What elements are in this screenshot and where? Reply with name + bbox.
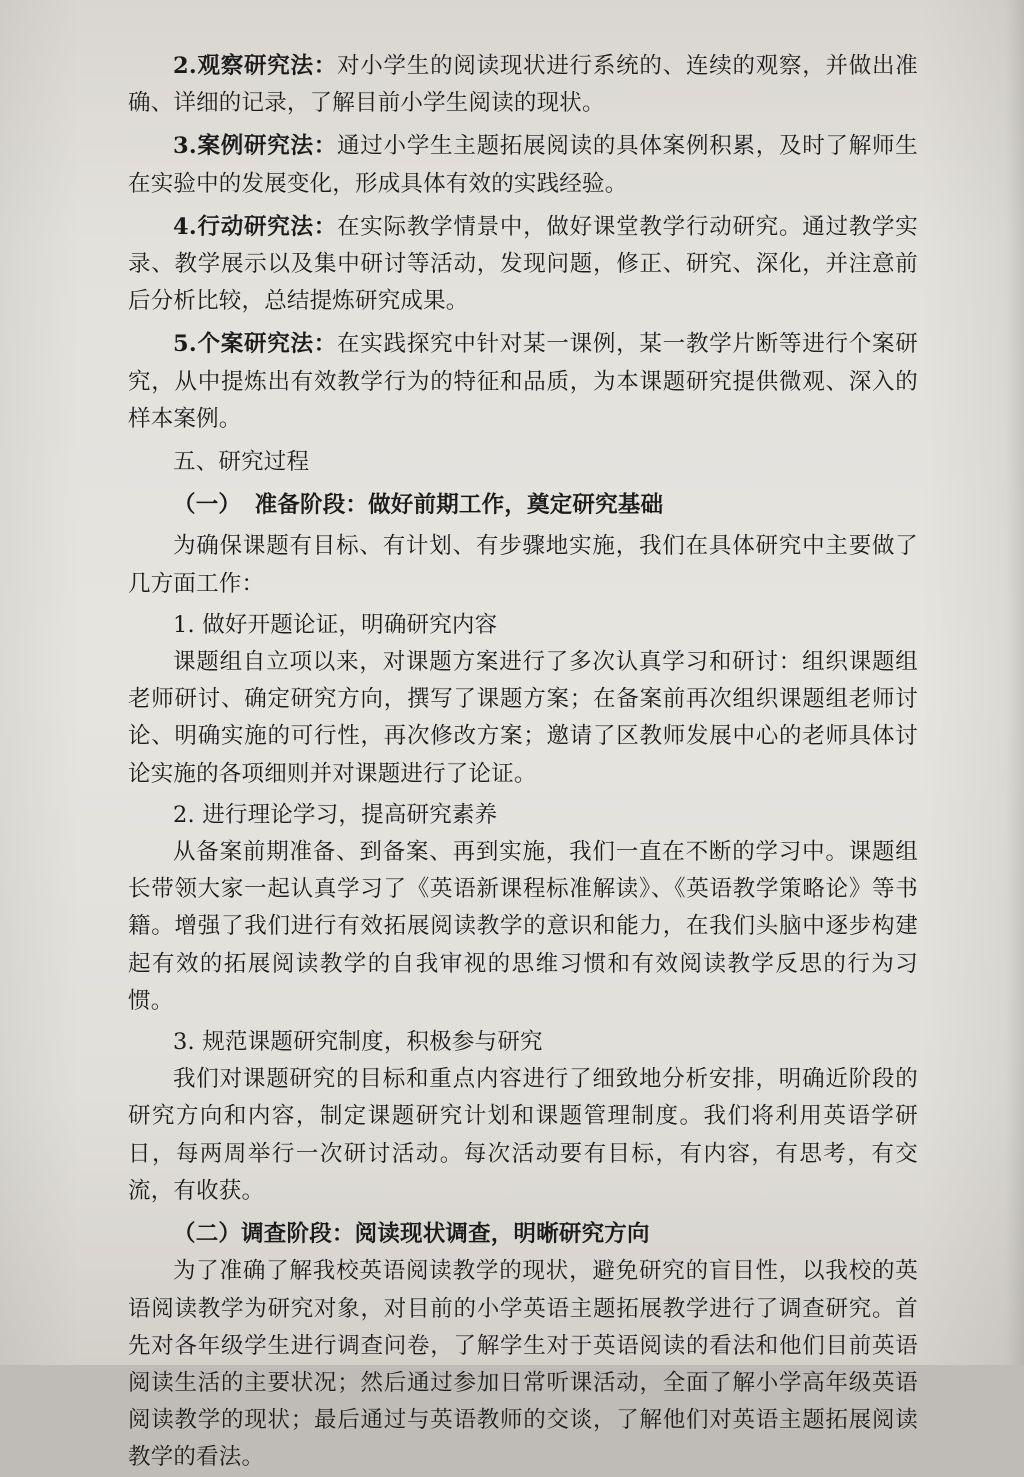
stage-label: （一） bbox=[173, 492, 242, 519]
document-text bbox=[128, 48, 918, 1477]
method-body: 通过小学生主题拓展阅读的具体案例积累，及时了解师生在实验中的发展变化，形成具体有效的实践经验。 bbox=[128, 133, 918, 197]
item-body: 从备案前期准备、到备案、再到实施，我们一直在不断的学习中。课题组长带领大家一起认真学习了《英语新课程标准解读》、《英语教学策略论》等书籍。增强了我们进行有效拓展阅读教学的意识和能力，在我们头脑中逐步构建起有效的拓展阅读教学的自我审视的思维习惯和有效阅读教学反思的行为习惯。 bbox=[128, 839, 918, 1014]
item-body: 我们对课题研究的目标和重点内容进行了细致地分析安排，明确近阶段的研究方向和内容，制定课题研究计划和课题管理制度。我们将利用英语学研日，每两周举行一次研讨活动。每次活动要有目标，有内容，有思考，有交流，有收获。 bbox=[128, 1066, 918, 1204]
method-paragraph bbox=[128, 128, 918, 202]
page-edge-shadow bbox=[1006, 0, 1024, 1365]
item-title: 1. 做好开题论证，明确研究内容 bbox=[173, 611, 498, 638]
stage-intro: 为确保课题有目标、有计划、有步骤地实施，我们在具体研究中主要做了几方面工作： bbox=[128, 533, 918, 597]
item-title: 3. 规范课题研究制度，积极参与研究 bbox=[173, 1029, 543, 1056]
method-label: 2.观察研究法： bbox=[173, 53, 338, 79]
method-label: 3.案例研究法： bbox=[173, 133, 338, 160]
stage-heading bbox=[128, 487, 918, 524]
method-label: 4.行动研究法： bbox=[173, 213, 338, 240]
item-body: 课题组自立项以来，对课题方案进行了多次认真学习和研讨：组织课题组老师研讨、确定研究方向，撰写了课题方案；在备案前再次组织课题组老师讨论、明确实施的可行性，再次修改方案；邀请了区教师发展中心的老师具体讨论实施的各项细则并对课题进行了论证。 bbox=[128, 649, 918, 787]
stage-title: 准备阶段：做好前期工作，奠定研究基础 bbox=[254, 492, 664, 519]
section-heading: 五、研究过程 bbox=[173, 449, 310, 476]
method-body: 在实际教学情景中，做好课堂教学行动研究。通过教学实录、教学展示以及集中研讨等活动，发现问题，修正、研究、深化，并注意前后分析比较，总结提炼研究成果。 bbox=[128, 213, 918, 315]
method-body: 在实践探究中针对某一课例，某一教学片断等进行个案研究，从中提炼出有效教学行为的特征和品质，为本课题研究提供微观、深入的样本案例。 bbox=[128, 331, 918, 432]
item-title: 2. 进行理论学习，提高研究素养 bbox=[173, 801, 498, 828]
method-label: 5.个案研究法： bbox=[173, 331, 338, 358]
method-paragraph bbox=[128, 209, 918, 321]
method-body: 对小学生的阅读现状进行系统的、连续的观察，并做出准确、详细的记录，了解目前小学生阅读的现状。 bbox=[128, 53, 918, 117]
stage-heading: （二）调查阶段：阅读现状调查，明晰研究方向 bbox=[173, 1221, 650, 1248]
method-paragraph bbox=[128, 48, 918, 122]
method-paragraph bbox=[128, 326, 918, 438]
stage-body: 为了准确了解我校英语阅读教学的现状，避免研究的盲目性，以我校的英语阅读教学为研究对象，对目前的小学英语主题拓展教学进行了调查研究。首先对各年级学生进行调查问卷，了解学生对于英语阅读的看法和他们目前英语阅读生活的主要状况；然后通过参加日常听课活动，全面了解小学高年级英语阅读教学的现状；最后通过与英语教师的交谈，了解他们对英语主题拓展阅读教学的看法。 bbox=[128, 1258, 918, 1471]
